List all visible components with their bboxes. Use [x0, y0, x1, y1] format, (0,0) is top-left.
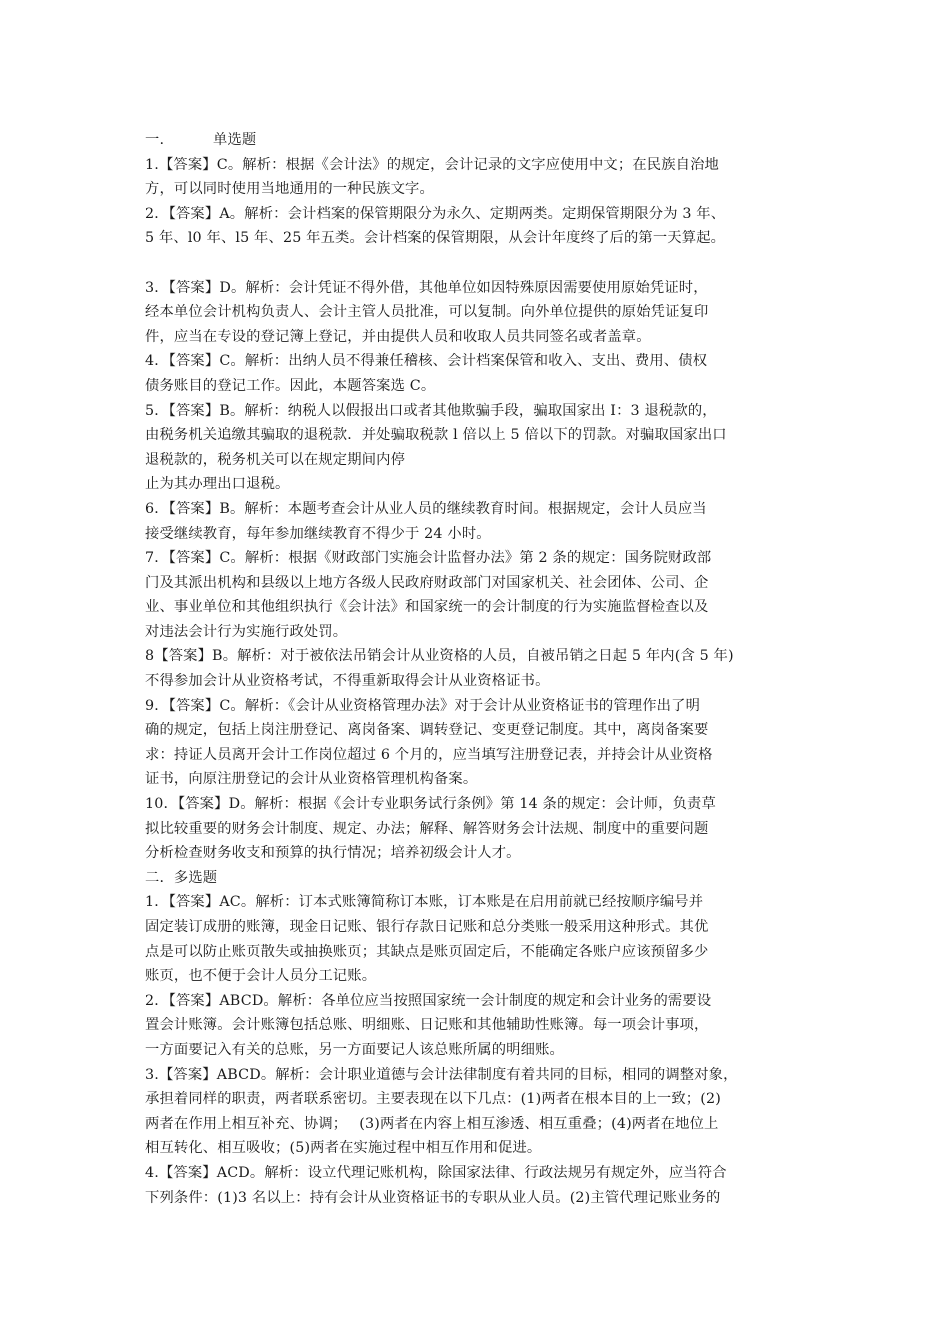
paragraph-line: 下列条件：(1)3 名以上：持有会计从业资格证书的专职从业人员。(2)主管代理记账业务的 — [145, 1189, 721, 1206]
paragraph-line: 方，可以同时使用当地通用的一种民族文字。 — [145, 181, 434, 198]
paragraph-line: 4.【答案】ACD。解析：设立代理记账机构，除国家法律、行政法规另有规定外，应当符合 — [145, 1164, 727, 1181]
paragraph-line: 1.【答案】C。解析：根据《会计法》的规定，会计记录的文字应使用中文；在民族自治地 — [145, 156, 720, 173]
section-title: 单选题 — [213, 132, 257, 148]
paragraph-line: 求：持证人员离开会计工作岗位超过 6 个月的，应当填写注册登记表，并持会计从业资格 — [145, 746, 713, 763]
paragraph-line: 固定装订成册的账簿，现金日记账、银行存款日记账和总分类账一般采用这种形式。其优 — [145, 919, 709, 935]
paragraph-line: 相互转化、相互吸收；(5)两者在实施过程中相互作用和促进。 — [145, 1140, 542, 1157]
paragraph-line: 两者在作用上相互补充、协调； (3)两者在内容上相互渗透、相互重叠；(4)两者在地位上 — [145, 1115, 719, 1132]
paragraph-line: 证书，向原注册登记的会计从业资格管理机构备案。 — [145, 771, 478, 788]
paragraph-line: 6．【答案】B。解析：本题考查会计从业人员的继续教育时间。根据规定，会计人员应当 — [145, 500, 707, 517]
paragraph-line: 退税款的，税务机关可以在规定期间内停 — [145, 451, 406, 468]
paragraph-line: 1．【答案】AC。解析：订本式账簿简称订本账，订本账是在启用前就已经按顺序编号并 — [145, 894, 704, 911]
paragraph-line: 不得参加会计从业资格考试，不得重新取得会计从业资格证书。 — [145, 673, 550, 690]
paragraph-line: 4．【答案】C。解析：出纳人员不得兼任稽核、会计档案保管和收入、支出、费用、债权 — [145, 353, 708, 370]
paragraph-line: 5 年、l0 年、l5 年、25 年五类。会计档案的保管期限，从会计年度终了后的第一天算起。 — [145, 230, 726, 247]
paragraph-line: 件，应当在专设的登记簿上登记，并由提供人员和收取人员共同签名或者盖章。 — [145, 328, 651, 345]
paragraph-line: 经本单位会计机构负责人、会计主管人员批准，可以复制。向外单位提供的原始凭证复印 — [145, 304, 709, 321]
paragraph-line: 8【答案】B。解析：对于被依法吊销会计从业资格的人员，自被吊销之日起 5 年内(含 5 年) — [145, 648, 734, 665]
paragraph-line: 分析检查财务收支和预算的执行情况；培养初级会计人才。 — [145, 845, 521, 862]
section-heading-multi-choice: 二．多选题 — [145, 869, 218, 886]
section-heading-single-choice — [145, 128, 810, 153]
paragraph-line: 业、事业单位和其他组织执行《会计法》和国家统一的会计制度的行为实施监督检查以及 — [145, 599, 709, 616]
paragraph-line: 5．【答案】B。解析：纳税人以假报出口或者其他欺骗手段，骗取国家出 I：3 退税款的， — [145, 402, 717, 419]
section-number: 一. — [145, 132, 165, 148]
paragraph-line: 2．【答案】ABCD。解析：各单位应当按照国家统一会计制度的规定和会计业务的需要设 — [145, 992, 712, 1009]
paragraph-line: 3．【答案】D。解析：会计凭证不得外借，其他单位如因特殊原因需要使用原始凭证时， — [145, 279, 708, 296]
paragraph-line: 账页，也不便于会计人员分工记账。 — [145, 968, 377, 985]
paragraph-line: 7．【答案】C。解析：根据《财政部门实施会计监督办法》第 2 条的规定：国务院财政部 — [145, 550, 712, 567]
paragraph-line: 确的规定，包括上岗注册登记、离岗备案、调转登记、变更登记制度。其中，离岗备案要 — [145, 722, 709, 739]
paragraph-line: 止为其办理出口退税。 — [145, 476, 290, 493]
answers-group-3 — [145, 890, 810, 1210]
paragraph-line: 10．【答案】D。解析：根据《会计专业职务试行条例》第 14 条的规定：会计师，负责草 — [145, 796, 716, 813]
document-body — [145, 128, 810, 1210]
paragraph-line: 承担着同样的职责，两者联系密切。主要表现在以下几点：(1)两者在根本目的上一致；(2) — [145, 1091, 721, 1108]
paragraph-line: 点是可以防止账页散失或抽换账页；其缺点是账页固定后，不能确定各账户应该预留多少 — [145, 943, 709, 960]
paragraph-line: 3.【答案】ABCD。解析：会计职业道德与会计法律制度有着共同的目标，相同的调整对象， — [145, 1066, 738, 1083]
paragraph-line: 门及其派出机构和县级以上地方各级人民政府财政部门对国家机关、社会团体、公司、企 — [145, 574, 709, 591]
paragraph-line: 对违法会计行为实施行政处罚。 — [145, 623, 348, 640]
paragraph-line: 一方面要记入有关的总账，另一方面要记人该总账所属的明细账。 — [145, 1041, 564, 1058]
paragraph-line: 置会计账簿。会计账簿包括总账、明细账、日记账和其他辅助性账簿。每一项会计事项， — [145, 1017, 709, 1034]
paragraph-line: 由税务机关追缴其骗取的退税款．并处骗取税款 l 倍以上 5 倍以下的罚款。对骗取国家出口 — [145, 427, 727, 444]
paragraph-line: 接受继续教育，每年参加继续教育不得少于 24 小时。 — [145, 525, 491, 542]
paragraph-line: 拟比较重要的财务会计制度、规定、办法；解释、解答财务会计法规、制度中的重要问题 — [145, 820, 709, 837]
paragraph-line: 9．【答案】C。解析：《会计从业资格管理办法》对于会计从业资格证书的管理作出了明 — [145, 697, 701, 714]
paragraph-line: 债务账目的登记工作。因此，本题答案选 C。 — [145, 377, 436, 394]
answers-group-2 — [145, 276, 810, 866]
answers-group-1 — [145, 153, 810, 251]
blank-line — [145, 251, 810, 276]
paragraph-line: 2．【答案】A。解析：会计档案的保管期限分为永久、定期两类。定期保管期限分为 3 年、 — [145, 205, 726, 222]
